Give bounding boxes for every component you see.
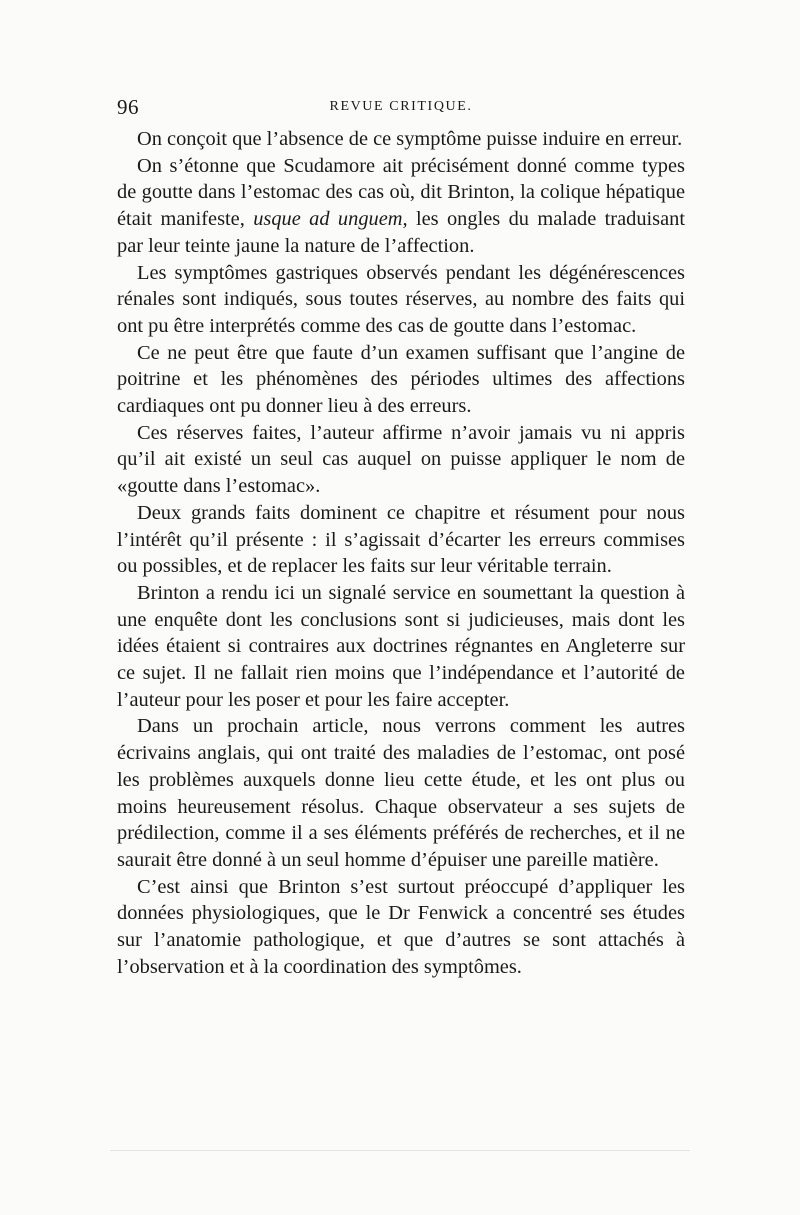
paragraph-3: Les symptômes gastriques observés pendant les dégénérescences rénales sont indiqués, sous toutes réserves, au nombre des faits qui ont pu être interprétés comme des cas de goutte dans l’estomac. <box>117 261 685 337</box>
page-number: 96 <box>117 95 139 119</box>
paragraph-8: Dans un prochain article, nous verrons comment les autres écrivains anglais, qui ont traité des maladies de l’estomac, ont posé les problèmes auxquels donne lieu cette étude, et les ont plus ou moins heureusement résolus. Chaque observateur a ses sujets de prédilection, comme il a ses éléments préférés de recherches, et il ne saurait être donné à un seul homme d’épuiser une pareille matière. <box>117 715 685 871</box>
body-text <box>117 126 685 981</box>
paragraph-1: On conçoit que l’absence de ce symptôme puisse induire en erreur. <box>137 128 683 150</box>
paragraph-6: Deux grands faits dominent ce chapitre et résument pour nous l’intérêt qu’il présente : il s’agissait d’écarter les erreurs commises ou possibles, et de replacer les faits sur leur véritable terrain. <box>117 501 685 578</box>
paragraph-2 <box>117 153 685 260</box>
page-header <box>117 95 685 125</box>
paragraph-5: Ces réserves faites, l’auteur affirme n’avoir jamais vu ni appris qu’il ait existé un seul cas auquel on puisse appliquer le nom de «goutte dans l’estomac». <box>117 421 685 498</box>
paragraph-2-text-after: les ongles du malade traduisant par leur teinte jaune la nature de l’affection. <box>117 208 686 257</box>
paragraph-7: Brinton a rendu ici un signalé service en soumettant la question à une enquête dont les conclusions sont si judicieuses, mais dont les idées étaient si contraires aux doctrines régnantes en Angleterre sur ce sujet. Il ne fallait rien moins que l’indépendance et l’autorité de l’auteur pour les poser et pour les faire accepter. <box>117 581 685 711</box>
paragraph-9: C’est ainsi que Brinton s’est surtout préoccupé d’appliquer les données physiologiques, que le Dr Fenwick a concentré ses études sur l’anatomie pathologique, et que d’autres se sont attachés à l’observation et à la coordination des symptômes. <box>117 875 685 978</box>
paragraph-2-text-before: On s’étonne que Scudamore ait précisément donné comme types de goutte dans l’estomac des cas où, dit Brinton, la colique hépatique était manifeste, <box>117 154 685 231</box>
running-head: REVUE CRITIQUE. <box>329 99 473 114</box>
paragraph-4: Ce ne peut être que faute d’un examen suffisant que l’angine de poitrine et les phénomènes des périodes ultimes des affections cardiaques ont pu donner lieu à des erreurs. <box>117 341 685 418</box>
latin-phrase: usque ad unguem, <box>253 208 408 231</box>
page-bottom-rule <box>110 1150 690 1151</box>
